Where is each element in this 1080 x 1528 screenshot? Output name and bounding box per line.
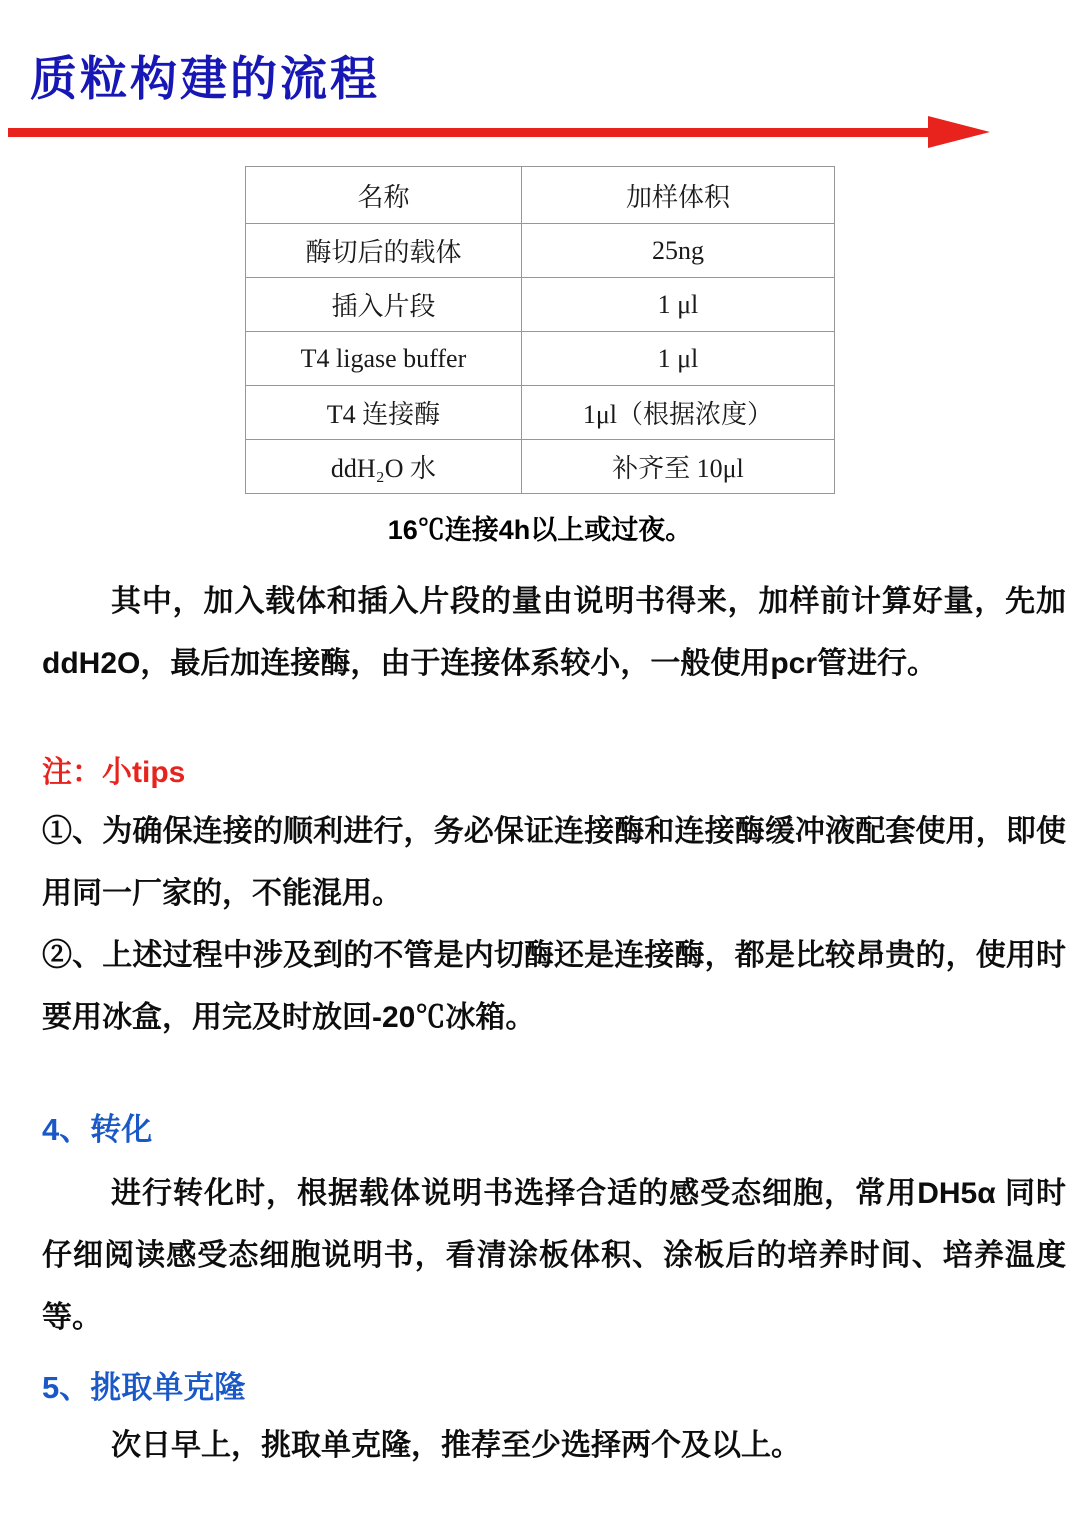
section-4-paragraph: 进行转化时，根据载体说明书选择合适的感受态细胞，常用DH5α 同时仔细阅读感受态细胞说明书，看清涂板体积、涂板后的培养时间、培养温度等。 (42, 1177, 1066, 1335)
table-header-cell-name: 名称 (246, 167, 522, 224)
reagent-table (245, 166, 835, 494)
red-arrow-divider (8, 116, 988, 148)
section-5-paragraph: 次日早上，挑取单克隆，推荐至少选择两个及以上。 (111, 1429, 801, 1463)
red-arrow-line (8, 128, 930, 137)
section-4-heading: 4、转化 (42, 1112, 153, 1148)
table-row (246, 440, 835, 494)
table-cell: 酶切后的载体 (246, 224, 522, 278)
table-cell: 补齐至 10μl (521, 440, 834, 494)
table-cell: 1 μl (521, 332, 834, 386)
tip-item-2: ②、上述过程中涉及到的不管是内切酶还是连接酶，都是比较昂贵的，使用时要用冰盒，用完及时放回-20℃冰箱。 (42, 939, 1066, 1035)
table-row (246, 224, 835, 278)
table-cell: T4 ligase buffer (246, 332, 522, 386)
table-header-cell-volume: 加样体积 (521, 167, 834, 224)
document-body (0, 571, 1080, 1477)
tips-heading: 注：小tips (42, 756, 186, 790)
table-caption: 16℃连接4h以上或过夜。 (387, 515, 693, 546)
table-row (246, 386, 835, 440)
table-row (246, 278, 835, 332)
table-cell: 插入片段 (246, 278, 522, 332)
table-cell: 25ng (521, 224, 834, 278)
table-cell: 1 μl (521, 278, 834, 332)
intro-paragraph: 其中，加入载体和插入片段的量由说明书得来，加样前计算好量，先加ddH2O，最后加连接酶，由于连接体系较小，一般使用pcr管进行。 (42, 585, 1066, 681)
table-cell: T4 连接酶 (246, 386, 522, 440)
red-arrow-head-icon (928, 116, 990, 148)
table-cell: 1μl（根据浓度） (521, 386, 834, 440)
table-row (246, 332, 835, 386)
section-5-heading: 5、挑取单克隆 (42, 1370, 246, 1406)
table-cell: ddH₂O 水 (246, 440, 522, 494)
tip-item-1: ①、为确保连接的顺利进行，务必保证连接酶和连接酶缓冲液配套使用，即使用同一厂家的，不能混用。 (42, 815, 1066, 911)
table-header-row (246, 167, 835, 224)
page-title: 质粒构建的流程 (30, 52, 380, 105)
